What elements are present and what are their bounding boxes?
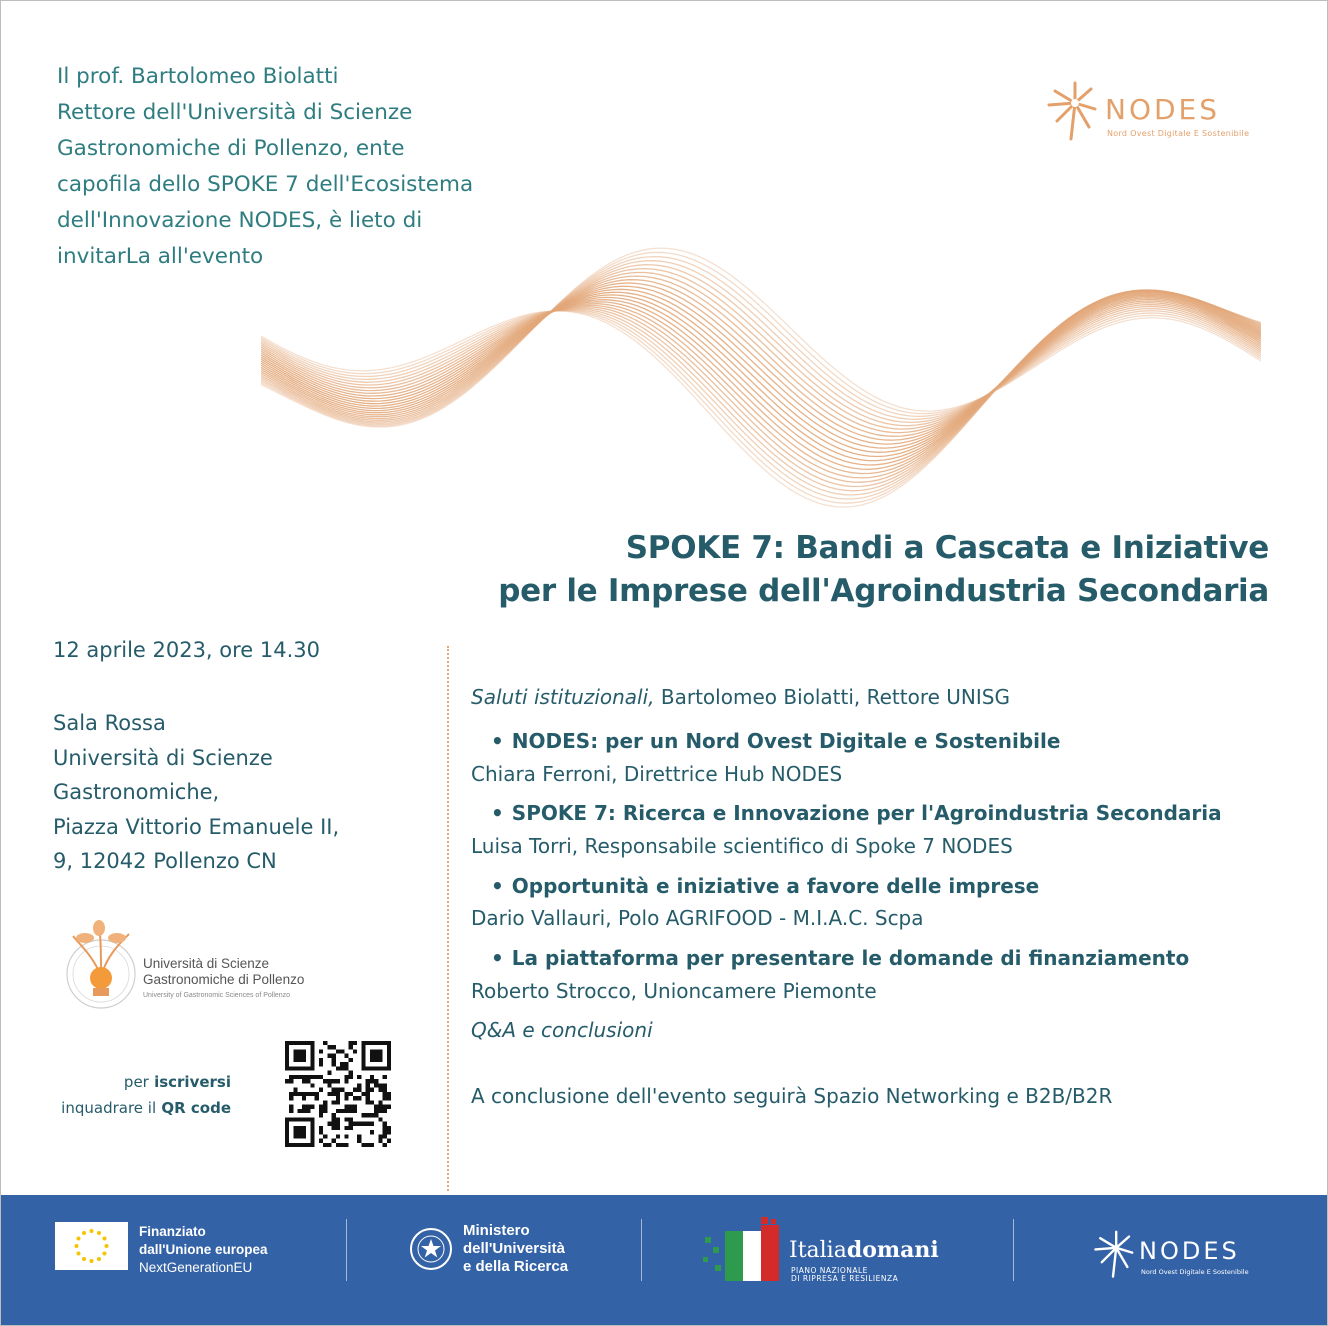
agenda-item-speaker: Dario Vallauri, Polo AGRIFOOD - M.I.A.C. Scpa <box>471 906 924 930</box>
unisg-name-line: Gastronomiche di Pollenzo <box>143 972 305 987</box>
register-text-bold: iscriversi <box>154 1073 231 1091</box>
unisg-seal-icon <box>63 916 141 1026</box>
unisg-logo <box>63 916 353 1026</box>
wave-line <box>261 290 1261 487</box>
eu-label-line: dall'Unione europea <box>139 1242 268 1257</box>
unisg-name-line: Università di Scienze <box>143 956 270 971</box>
footer-nodes-logo <box>1089 1225 1279 1285</box>
venue-line: 9, 12042 Pollenzo CN <box>53 849 277 873</box>
nodes-star-icon <box>1089 1225 1137 1285</box>
eu-star <box>105 1244 109 1248</box>
agenda-item-title: • SPOKE 7: Ricerca e Innovazione per l'Agroindustria Secondaria <box>471 801 1222 825</box>
invitation-line: Rettore dell'Università di Scienze <box>57 100 413 125</box>
invitation-line: Gastronomiche di Pollenzo, ente <box>57 136 405 161</box>
eu-star <box>77 1237 81 1241</box>
italiadomani-icon <box>701 1217 783 1289</box>
eu-label-line: Finanziato <box>139 1224 206 1239</box>
invitation-line: invitarLa all'evento <box>57 244 264 269</box>
agenda-item-speaker: Chiara Ferroni, Direttrice Hub NODES <box>471 762 843 786</box>
venue-line: Gastronomiche, <box>53 780 220 804</box>
footer-separator <box>1013 1219 1014 1281</box>
register-text: per <box>123 1073 149 1091</box>
wave-line <box>261 265 1261 423</box>
agenda-closing: Q&A e conclusioni <box>471 1018 653 1042</box>
wave-line <box>261 257 1261 425</box>
italiadomani-word: Italia <box>789 1238 847 1263</box>
venue-line: Piazza Vittorio Emanuele II, <box>53 814 340 839</box>
qr-code[interactable] <box>285 1041 391 1147</box>
eu-label-line: NextGenerationEU <box>139 1260 253 1275</box>
eu-star <box>97 1231 101 1235</box>
nodes-wordmark: NODES <box>1105 93 1221 126</box>
mur-label <box>463 1222 568 1276</box>
agenda-greeting-label: Saluti istituzionali, <box>471 685 655 709</box>
eu-star <box>82 1231 86 1235</box>
wave-line <box>261 269 1261 426</box>
invitation-line: capofila dello SPOKE 7 dell'Ecosistema <box>57 172 474 197</box>
agenda-item-title: • Opportunità e iniziative a favore delle imprese <box>471 874 1039 898</box>
register-text: inquadrare il <box>61 1099 157 1117</box>
nodes-logo <box>1041 77 1271 147</box>
italiadomani-sub-line: DI RIPRESA E RESILIENZA <box>791 1274 899 1283</box>
invitation-line: Il prof. Bartolomeo Biolatti <box>57 64 339 89</box>
eu-star <box>103 1252 107 1256</box>
wave-decoration <box>261 186 1261 531</box>
nodes-tagline: Nord Ovest Digitale E Sostenibile <box>1107 129 1250 138</box>
footer-nodes-wordmark: NODES <box>1139 1237 1240 1265</box>
venue-line: Università di Scienze <box>53 745 273 770</box>
register-text-bold: QR code <box>161 1099 231 1117</box>
eu-flag-graphic <box>54 1221 129 1271</box>
italiadomani-subtitle <box>791 1267 898 1283</box>
mur-label-line: dell'Università <box>463 1240 565 1257</box>
event-datetime: 12 aprile 2023, ore 14.30 <box>53 638 321 662</box>
italiadomani-word-bold: domani <box>846 1237 939 1263</box>
mur-label-line: Ministero <box>463 1222 530 1239</box>
italian-emblem-icon <box>407 1223 455 1275</box>
agenda-item-title: • NODES: per un Nord Ovest Digitale e Sostenibile <box>471 729 1060 753</box>
agenda-item-speaker: Roberto Strocco, Unioncamere Piemonte <box>471 979 877 1003</box>
venue-line: Sala Rossa <box>53 711 166 735</box>
register-instructions <box>61 1069 231 1121</box>
eu-star <box>103 1237 107 1241</box>
agenda-item-title: • La piattaforma per presentare le domande di finanziamento <box>471 946 1189 970</box>
agenda-greeting <box>471 685 1010 709</box>
agenda-networking: A conclusione dell'evento seguirà Spazio Networking e B2B/B2R <box>471 1084 1113 1108</box>
funding-footer <box>1 1195 1327 1325</box>
italiadomani-sub-line: PIANO NAZIONALE <box>791 1266 868 1275</box>
agenda-greeting-speaker: Bartolomeo Biolatti, Rettore UNISG <box>660 685 1010 709</box>
mur-label-line: e della Ricerca <box>463 1258 569 1275</box>
column-divider <box>447 646 449 1191</box>
footer-nodes-tagline: Nord Ovest Digitale E Sostenibile <box>1141 1268 1249 1276</box>
nodes-star-icon <box>1041 77 1101 147</box>
italiadomani-wordmark <box>789 1237 939 1263</box>
invitation-line: dell'Innovazione NODES, è lieto di <box>57 208 423 233</box>
wave-line <box>261 291 1261 507</box>
event-title-line: per le Imprese dell'Agroindustria Secondaria <box>498 573 1269 609</box>
eu-flag-icon <box>54 1221 129 1271</box>
eu-star <box>82 1257 86 1261</box>
eu-star <box>90 1259 94 1263</box>
unisg-name <box>143 956 304 1004</box>
event-title <box>498 527 1269 613</box>
agenda-item-speaker: Luisa Torri, Responsabile scientifico di Spoke 7 NODES <box>471 834 1013 858</box>
unisg-subtitle: University of Gastronomic Sciences of Pollenzo <box>143 992 291 999</box>
eu-star <box>90 1229 94 1233</box>
event-title-line: SPOKE 7: Bandi a Cascata e Iniziative <box>625 530 1269 566</box>
eu-star <box>77 1252 81 1256</box>
footer-separator <box>641 1219 642 1281</box>
eu-star <box>75 1244 79 1248</box>
event-venue <box>53 706 339 879</box>
footer-separator <box>346 1219 347 1281</box>
eu-funding-label <box>139 1223 267 1277</box>
eu-star <box>97 1257 101 1261</box>
